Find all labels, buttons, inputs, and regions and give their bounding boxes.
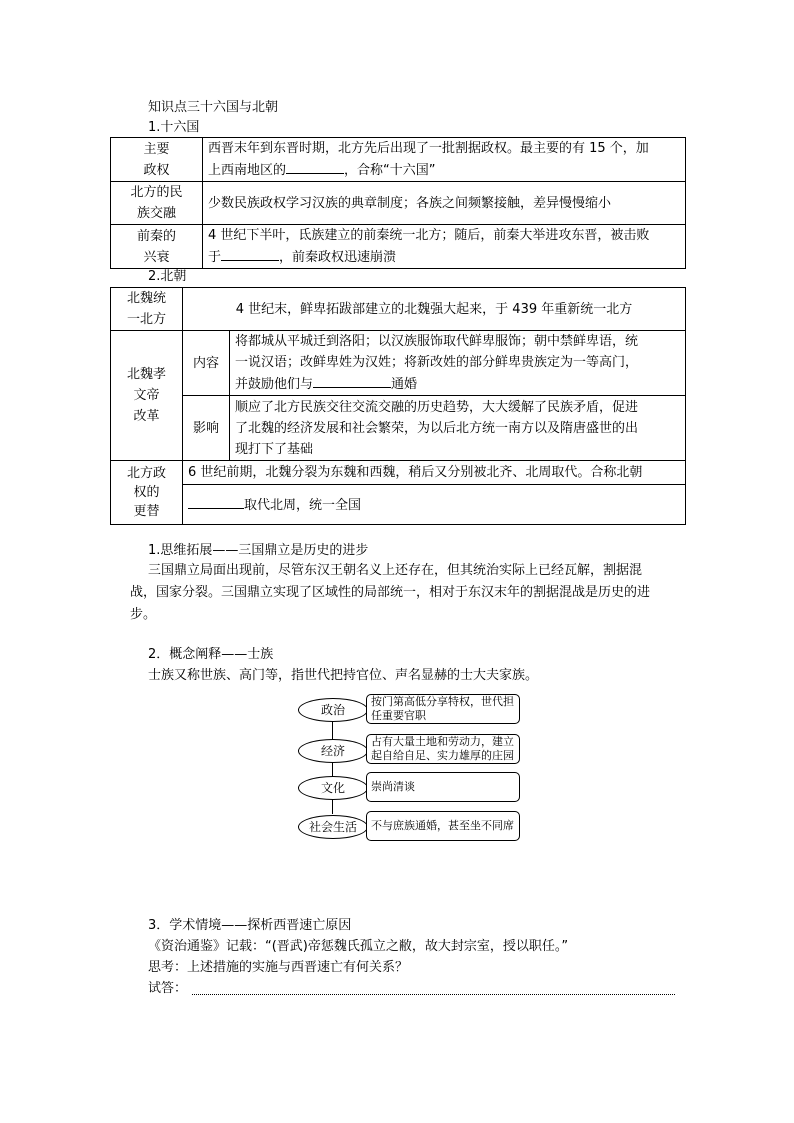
historical-quote: 《资治通鉴》记载：“(晋武)帝惩魏氏孤立之敝，故大封宗室，授以职任。” xyxy=(148,939,569,954)
gentry-definition: 士族又称世族、高门等，指世代把持官位、声名显赫的士大夫家族。 xyxy=(148,668,539,683)
text-fragment: 并鼓励他们与 xyxy=(235,377,314,392)
row-label-line: 北魏孝 xyxy=(126,367,166,382)
content-line: 将都城从平城迁到洛阳；以汉族服饰取代鲜卑服饰；朝中禁鲜卑语，统 xyxy=(235,334,639,349)
row-label xyxy=(111,225,203,269)
row-label-line: 文帝 xyxy=(133,388,160,403)
row-label xyxy=(111,461,183,525)
content-line: 顺应了北方民族交往交流交融的历史趋势，大大缓解了民族矛盾，促进 xyxy=(235,399,639,415)
paragraph-line: 战，国家分裂。三国鼎立实现了区域性的局部统一，相对于东汉末年的割据混战是历史的进 xyxy=(130,585,651,600)
text-fragment: ，合称“十六国” xyxy=(344,163,436,178)
table-row xyxy=(111,396,686,461)
aspect-politics: 政治 xyxy=(298,698,368,722)
row-content xyxy=(203,138,686,182)
aspect-economy: 经济 xyxy=(298,739,368,763)
row-content: 少数民族政权学习汉族的典章制度；各族之间频繁接触，差异慢慢缩小 xyxy=(203,182,686,225)
extension-heading-western-jin: 3．学术情境——探析西晋速亡原因 xyxy=(148,918,352,933)
fill-blank[interactable] xyxy=(221,246,279,261)
row-label-line: 政权 xyxy=(143,162,170,178)
aspect-social-life-detail: 不与庶族通婚，甚至坐不同席 xyxy=(366,811,520,841)
page-title: 知识点三十六国与北朝 xyxy=(148,100,279,115)
fill-blank[interactable] xyxy=(286,159,344,174)
content-line: 现打下了基础 xyxy=(235,441,314,457)
sixteen-kingdoms-table xyxy=(110,137,686,269)
table-row xyxy=(111,182,686,225)
extension-heading-three-kingdoms: 1.思维拓展——三国鼎立是历史的进步 xyxy=(148,543,369,558)
answer-label: 试答： xyxy=(148,981,188,996)
table-row xyxy=(111,485,686,525)
content-line: 4 世纪下半叶，氐族建立的前秦统一北方；随后，前秦大举进攻东晋，被击败 xyxy=(208,228,650,243)
answer-line[interactable] xyxy=(192,994,675,995)
content-line xyxy=(235,373,680,395)
row-label xyxy=(111,138,203,182)
content-line: 西晋末年到东晋时期，北方先后出现了一批割据政权。最主要的有 15 个，加 xyxy=(208,141,649,156)
row-label-line: 更替 xyxy=(133,504,160,519)
aspect-economy-detail: 占有大量土地和劳动力，建立起自给自足、实力雄厚的庄园 xyxy=(366,734,520,764)
paragraph-line: 步。 xyxy=(130,607,157,622)
content-line: 一说汉语；改鲜卑姓为汉姓；将新改姓的部分鲜卑贵族定为一等高门， xyxy=(235,355,639,370)
row-label xyxy=(111,288,183,331)
table-row xyxy=(111,138,686,182)
text-fragment: 于 xyxy=(208,250,222,265)
content-line: 了北魏的经济发展和社会繁荣，为以后北方统一南方以及隋唐盛世的出 xyxy=(235,420,639,436)
row-content xyxy=(230,396,686,461)
section-heading-sixteen-kingdoms: 1.十六国 xyxy=(148,120,200,135)
table-row xyxy=(111,461,686,485)
row-label-line: 改革 xyxy=(133,409,160,424)
text-fragment: ，前秦政权迅速崩溃 xyxy=(279,250,397,265)
section-heading-northern-dynasties: 2.北朝 xyxy=(148,269,187,284)
text-fragment: 上西南地区的 xyxy=(208,163,287,178)
row-content xyxy=(230,331,686,396)
row-label-line: 北魏统 xyxy=(126,291,166,306)
row-content xyxy=(203,225,686,269)
sub-label-content: 内容 xyxy=(183,331,230,396)
row-label-line: 北方的民 xyxy=(130,185,183,200)
diagram-spine xyxy=(332,721,333,814)
row-label xyxy=(111,182,203,225)
extension-heading-gentry: 2．概念阐释——士族 xyxy=(148,647,274,662)
table-row xyxy=(111,331,686,396)
content-line xyxy=(208,159,680,181)
table-row xyxy=(111,225,686,269)
row-label-line: 北方政 xyxy=(126,466,166,481)
text-fragment: 通婚 xyxy=(391,377,418,392)
row-content: 6 世纪前期，北魏分裂为东魏和西魏，稍后又分别被北齐、北周取代。合称北朝 xyxy=(183,461,686,485)
paragraph-line: 三国鼎立局面出现前，尽管东汉王朝名义上还存在，但其统治实际上已经瓦解，割据混 xyxy=(148,563,643,578)
aspect-culture: 文化 xyxy=(298,776,368,800)
row-content xyxy=(183,485,686,525)
row-label-line: 一北方 xyxy=(126,312,166,327)
aspect-politics-detail: 按门第高低分享特权，世代担任重要官职 xyxy=(366,694,520,724)
row-label-line: 权的 xyxy=(133,485,160,500)
row-label-line: 兴衰 xyxy=(143,249,170,265)
fill-blank[interactable] xyxy=(313,373,391,388)
discussion-question: 思考：上述措施的实施与西晋速亡有何关系？ xyxy=(148,960,409,975)
row-label-line: 族交融 xyxy=(136,206,176,221)
content-line xyxy=(208,246,680,268)
row-label-line: 主要 xyxy=(143,141,170,157)
row-label-line: 前秦的 xyxy=(136,228,176,244)
sub-label-effect: 影响 xyxy=(183,396,230,461)
text-fragment: 取代北周，统一全国 xyxy=(244,497,362,513)
northern-dynasties-table xyxy=(110,287,686,525)
fill-blank[interactable] xyxy=(188,494,244,509)
aspect-social-life: 社会生活 xyxy=(298,815,368,839)
table-row xyxy=(111,288,686,331)
row-content: 4 世纪末，鲜卑拓跋部建立的北魏强大起来，于 439 年重新统一北方 xyxy=(183,288,686,331)
aspect-culture-detail: 崇尚清谈 xyxy=(366,772,520,802)
row-label xyxy=(111,331,183,461)
